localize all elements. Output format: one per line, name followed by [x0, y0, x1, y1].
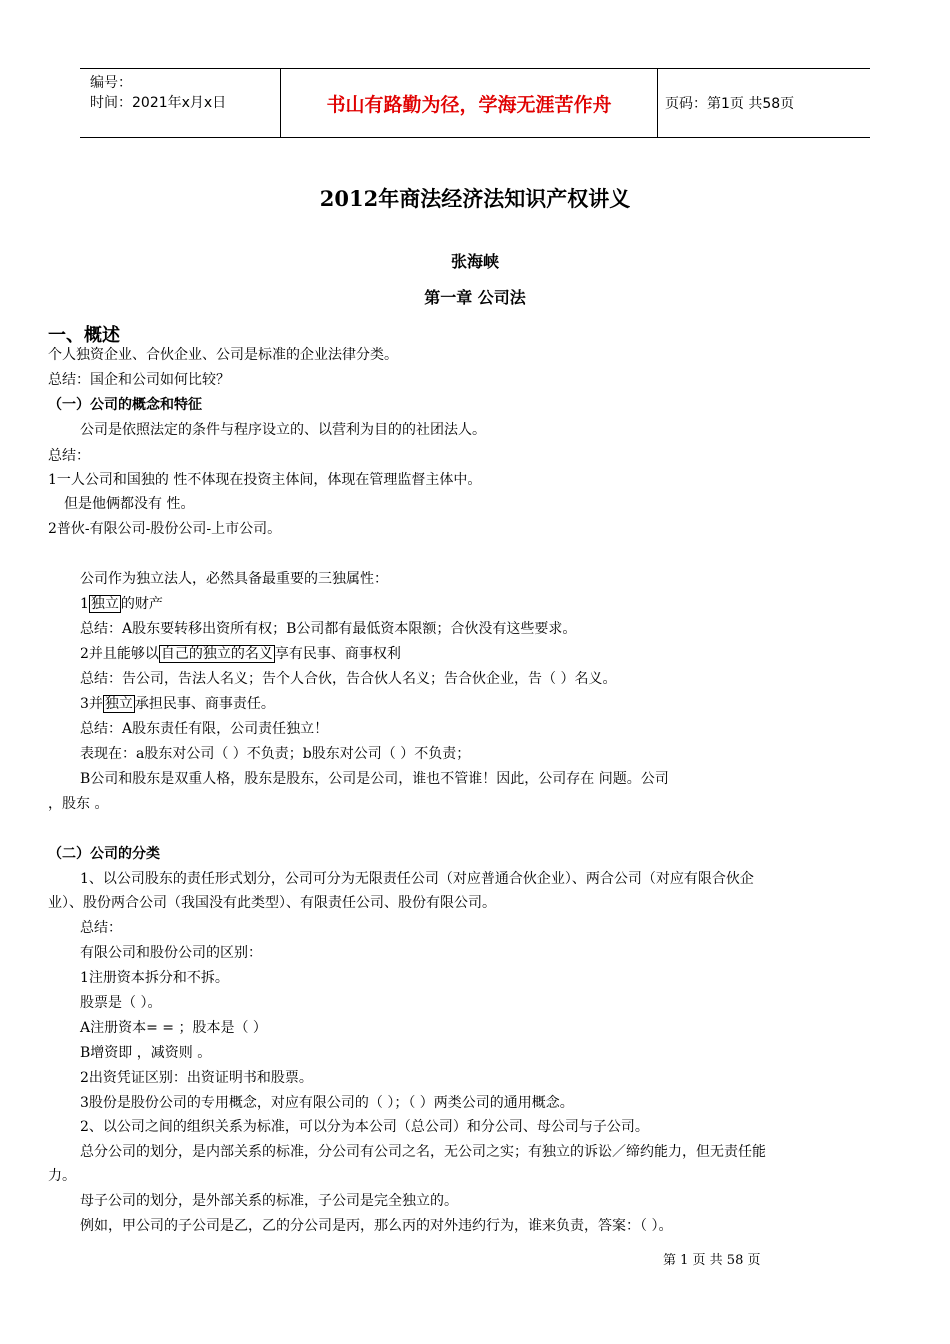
- header-motto: 书山有路勤为径，学海无涯苦作舟: [281, 69, 658, 137]
- text-line: 股票是（ ）。: [80, 995, 162, 1011]
- text-line: B公司和股东是双重人格，股东是股东，公司是公司，谁也不管谁！因此，公司存在 问题。公司: [80, 771, 669, 787]
- text-line: [80, 645, 401, 663]
- text-line: 1一人公司和国独的 性不体现在投资主体间，体现在管理监督主体中。: [48, 472, 482, 488]
- line-suffix: 的财产: [120, 596, 163, 612]
- chapter-heading: 第一章 公司法: [424, 288, 526, 307]
- text-line: 1、以公司股东的责任形式划分，公司可分为无限责任公司（对应普通合伙企业）、两合公司（对应有限合伙企: [80, 871, 754, 887]
- text-line: 有限公司和股份公司的区别：: [80, 945, 262, 961]
- boxed-term: 独立: [104, 696, 133, 712]
- text-line: 个人独资企业、合伙企业、公司是标准的企业法律分类。: [48, 347, 398, 363]
- text-line: 总结：告公司，告法人名义；告个人合伙，告合伙人名义；告合伙企业，告（ ）名义。: [80, 671, 617, 687]
- line-suffix: 享有民事、商事权利: [274, 646, 401, 662]
- text-line: A注册资本= = ；股本是（ ）: [80, 1020, 267, 1036]
- text-line: 业）、股份两合公司（我国没有此类型）、有限责任公司、股份有限公司。: [48, 895, 496, 911]
- document-title: 2012年商法经济法知识产权讲义: [319, 186, 631, 211]
- text-line: 总结：: [80, 920, 122, 936]
- text-line: [80, 695, 275, 713]
- text-line: 例如，甲公司的子公司是乙，乙的分公司是丙，那么丙的对外违约行为，谁来负责，答案：（ ）。: [80, 1218, 673, 1234]
- line-prefix: 2并且能够以: [80, 646, 159, 662]
- page-footer: 第 1 页 共 58 页: [663, 1253, 761, 1268]
- page-header: [80, 68, 870, 138]
- author: 张海峡: [450, 252, 499, 271]
- text-line: 2、以公司之间的组织关系为标准，可以分为本公司（总公司）和分公司、母公司与子公司。: [80, 1119, 649, 1135]
- header-meta: [80, 69, 281, 137]
- text-line: 总分公司的划分，是内部关系的标准，分公司有公司之名，无公司之实；有独立的诉讼／缔约能力，但无责任能: [80, 1144, 766, 1160]
- text-line: 母子公司的划分，是外部关系的标准，子公司是完全独立的。: [80, 1193, 458, 1209]
- text-line: 但是他俩都没有 性。: [64, 496, 195, 512]
- section-heading: 一、概述: [48, 325, 120, 346]
- text-line: B增资即 ，减资则 。: [80, 1045, 212, 1061]
- text-line: 2普伙-有限公司-股份公司-上市公司。: [48, 521, 282, 537]
- subsection-heading: （一）公司的概念和特征: [48, 397, 202, 413]
- line-prefix: 3并: [80, 696, 103, 712]
- text-line: 表现在：a股东对公司（ ）不负责；b股东对公司（ ）不负责；: [80, 746, 471, 762]
- text-line: 总结：: [48, 448, 90, 464]
- boxed-term: 独立: [90, 596, 119, 612]
- text-line: 1注册资本拆分和不拆。: [80, 970, 229, 986]
- date-line: 时间：2021年x月x日: [90, 95, 227, 111]
- text-line: 总结：国企和公司如何比较？: [48, 372, 230, 388]
- boxed-term: 自己的独立的名义: [160, 646, 273, 662]
- text-line: 3股份是股份公司的专用概念，对应有限公司的（ ）；（ ）两类公司的通用概念。: [80, 1095, 574, 1111]
- line-prefix: 1: [80, 596, 89, 612]
- line-suffix: 承担民事、商事责任。: [134, 696, 275, 712]
- text-line: 总结：A股东要转移出资所有权；B公司都有最低资本限额；合伙没有这些要求。: [80, 621, 577, 637]
- header-page-info: 页码：第1页 共58页: [665, 96, 795, 112]
- text-line: 公司作为独立法人，必然具备最重要的三独属性：: [80, 571, 388, 587]
- text-line: 总结：A股东责任有限，公司责任独立！: [80, 721, 329, 737]
- text-line: ，股东 。: [48, 796, 109, 812]
- serial-label: 编号：: [90, 75, 132, 91]
- text-line: [80, 595, 163, 613]
- subsection-heading: （二）公司的分类: [48, 846, 160, 862]
- text-line: 公司是依照法定的条件与程序设立的、以营利为目的的社团法人。: [80, 422, 486, 438]
- text-line: 力。: [48, 1168, 76, 1184]
- text-line: 2出资凭证区别：出资证明书和股票。: [80, 1070, 313, 1086]
